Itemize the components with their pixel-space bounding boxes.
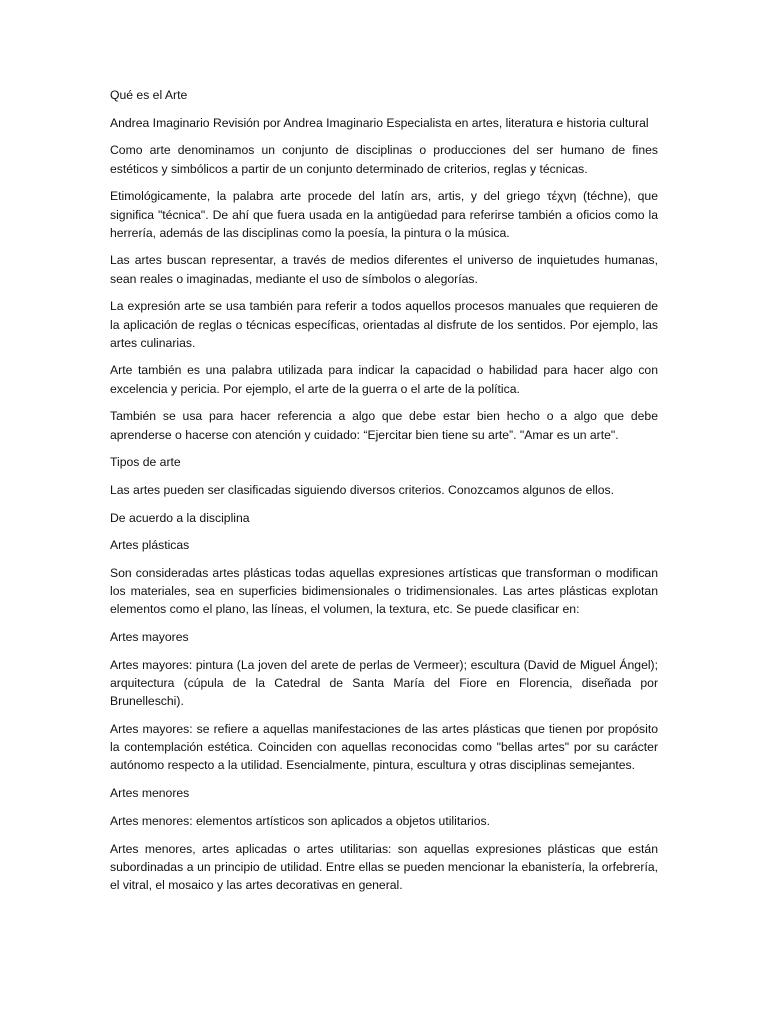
- byline-paragraph: Andrea Imaginario Revisión por Andrea Imaginario Especialista en artes, literatura e historia cultural: [110, 115, 649, 130]
- major-arts-heading: Artes mayores: [110, 630, 189, 645]
- etymology-paragraph: Etimológicamente, la palabra arte procede del latín ars, artis, y del griego τέχνη (téchne), que significa "técnica". De ahí que fuera usada en la antigüedad para referirse también a oficios como la herrería, además de las disciplinas como la poesía, la pintura o la música.: [110, 189, 658, 240]
- intro-paragraph: Como arte denominamos un conjunto de disciplinas o producciones del ser humano de fines estéticos y simbólicos a partir de un conjunto determinado de criterios, reglas y técnicas.: [110, 143, 658, 176]
- minor-arts-definition-paragraph: Artes menores, artes aplicadas o artes utilitarias: son aquellas expresiones plásticas que están subordinadas a un principio de utilidad. Entre ellas se pueden mencionar la ebanistería, la orfebrería, el vitral, el mosaico y las artes decorativas en general.: [110, 841, 658, 892]
- minor-arts-heading: Artes menores: [110, 786, 190, 801]
- plastic-arts-heading: Artes plásticas: [110, 538, 190, 553]
- reference-paragraph: También se usa para hacer referencia a algo que debe estar bien hecho o a algo que debe aprenderse o hacerse con atención y cuidado: “Ejercitar bien tiene su arte”. "Amar es un arte".: [110, 409, 658, 442]
- major-arts-definition-paragraph: Artes mayores: se refiere a aquellas manifestaciones de las artes plásticas que tienen por propósito la contemplación estética. Coinciden con aquellas reconocidas como "bellas artes" por su carácter autónomo respecto a la utilidad. Esencialmente, pintura, escultura y otras disciplinas semejantes.: [110, 721, 658, 773]
- discipline-heading: De acuerdo a la disciplina: [110, 510, 250, 525]
- types-intro-paragraph: Las artes pueden ser clasificadas siguiendo diversos criterios. Conozcamos algunos de ellos.: [110, 482, 615, 497]
- document-page: [110, 86, 658, 904]
- represent-paragraph: Las artes buscan representar, a través de medios diferentes el universo de inquietudes humanas, sean reales o imaginadas, mediante el uso de símbolos o alegorías.: [110, 253, 658, 286]
- plastic-arts-paragraph: Son consideradas artes plásticas todas aquellas expresiones artísticas que transforman o modifican los materiales, sea en superficies bidimensionales o tridimensionales. Las artes plásticas explotan elementos como el plano, las líneas, el volumen, la textura, etc. Se puede clasificar en:: [110, 566, 658, 617]
- document-title: Qué es el Arte: [110, 88, 188, 102]
- ability-paragraph: Arte también es una palabra utilizada para indicar la capacidad o habilidad para hacer algo con excelencia y pericia. Por ejemplo, el arte de la guerra o el arte de la política.: [110, 363, 658, 396]
- expression-paragraph: La expresión arte se usa también para referir a todos aquellos procesos manuales que requieren de la aplicación de reglas o técnicas específicas, orientadas al disfrute de los sentidos. Por ejemplo, las artes culinarias.: [110, 299, 658, 350]
- types-heading: Tipos de arte: [110, 455, 181, 470]
- major-arts-examples-paragraph: Artes mayores: pintura (La joven del arete de perlas de Vermeer); escultura (David de Miguel Ángel); arquitectura (cúpula de la Catedral de Santa María del Fiore en Florencia, diseñada por Brunelleschi).: [110, 657, 658, 709]
- minor-arts-short-paragraph: Artes menores: elementos artísticos son aplicados a objetos utilitarios.: [110, 813, 491, 828]
